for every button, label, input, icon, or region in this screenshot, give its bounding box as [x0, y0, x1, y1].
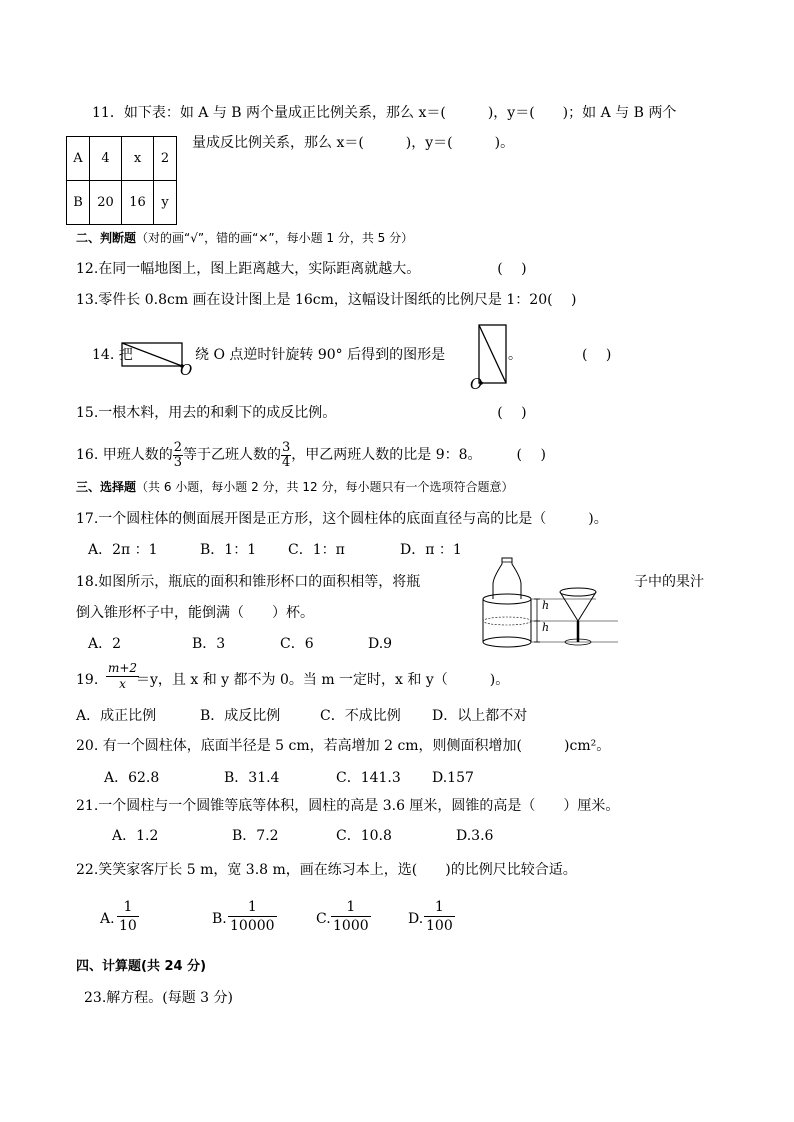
fraction-denominator: 100 — [426, 918, 453, 934]
q18-h-label-2: h — [542, 621, 550, 634]
fraction-numerator: m+2 — [108, 661, 138, 675]
table-cell: 16 — [122, 181, 154, 225]
fraction-denominator: 10 — [119, 918, 137, 934]
q19-num: 19. — [76, 672, 99, 688]
q14-o-label-2: O — [470, 375, 483, 393]
q12: 12.在同一幅地图上，图上距离越大，实际距离就越大。 ( ) — [76, 261, 527, 277]
table-cell: 20 — [90, 181, 122, 225]
q19-option-b: B．成反比例 — [200, 708, 281, 724]
q20-option-a: A．62.8 — [104, 770, 160, 786]
fraction-numerator: 3 — [282, 439, 291, 455]
section4-title: 四、计算题(共 24 分) — [76, 959, 207, 974]
q18-line1a: 18.如图所示，瓶底的面积和锥形杯口的面积相等，将瓶 — [76, 574, 421, 590]
q22-option-b-label: B. — [212, 911, 227, 927]
q21-option-a: A．1.2 — [112, 828, 159, 844]
q18-option-d: D.9 — [368, 636, 393, 652]
q17-stem: 17.一个圆柱体的侧面展开图是正方形，这个圆柱体的底面直径与高的比是（ )。 — [76, 511, 608, 527]
q22-option-a-label: A. — [100, 911, 115, 927]
q16-text-1: 16. 甲班人数的 — [76, 447, 173, 463]
table-cell: y — [154, 181, 177, 225]
q18-option-a: A．2 — [88, 636, 122, 652]
section3-note: （共 6 小题，每小题 2 分，共 12 分，每小题只有一个选项符合题意） — [136, 480, 514, 494]
table-cell: B — [67, 181, 90, 225]
q22-stem: 22.笑笑家客厅长 5 m，宽 3.8 m，画在练习本上，选( )的比例尺比较合适。 — [76, 862, 577, 878]
table-cell: A — [67, 137, 90, 181]
q22-option-d-fraction — [424, 898, 455, 935]
q18-option-c: C．6 — [280, 636, 314, 652]
q21-option-b: B．7.2 — [232, 828, 279, 844]
q20-option-d: D.157 — [432, 770, 474, 786]
section4-heading — [76, 957, 206, 977]
q18-option-b: B．3 — [192, 636, 226, 652]
fraction-numerator: 1 — [117, 898, 139, 917]
table-cell: 4 — [90, 137, 122, 181]
q19-rest: ＝y，且 x 和 y 都不为 0。当 m 一定时，x 和 y（ )。 — [136, 672, 510, 688]
q21-option-d: D.3.6 — [456, 828, 494, 844]
table-cell: x — [122, 137, 154, 181]
section2-heading — [76, 228, 413, 248]
fraction-2-3 — [173, 441, 183, 470]
q17-option-a: A．2π ：1 — [88, 542, 158, 558]
fraction-denominator: x — [119, 677, 126, 691]
q22-option-c-fraction — [331, 898, 371, 935]
fraction-numerator: 1 — [424, 898, 455, 917]
q20-option-b: B．31.4 — [224, 770, 280, 786]
fraction-numerator: 1 — [228, 898, 277, 917]
fraction-numerator: 2 — [173, 439, 182, 455]
q21-stem: 21.一个圆柱与一个圆锥等底等体积，圆柱的高是 3.6 厘米，圆锥的高是（ ）厘米。 — [76, 798, 620, 814]
fraction-denominator: 10000 — [230, 918, 275, 934]
q19-fraction — [106, 661, 139, 692]
q11-line2: 量成反比例关系，那么 x＝( )，y＝( )。 — [192, 135, 515, 151]
fraction-denominator: 4 — [282, 454, 291, 470]
q14-prefix: 14. 把 — [92, 347, 133, 363]
q14-middle: 绕 O 点逆时针旋转 90° 后得到的图形是 — [195, 347, 446, 363]
q11-table — [66, 136, 177, 225]
q22-option-c-label: C. — [316, 911, 331, 927]
q14-o-label-1: O — [180, 361, 193, 379]
fraction-denominator: 1000 — [333, 918, 369, 934]
q17-option-d: D．π ：1 — [400, 542, 462, 558]
table-row — [67, 181, 177, 225]
q21-option-c: C．10.8 — [336, 828, 392, 844]
q14-end: 。 — [508, 347, 522, 363]
q18-h-label-1: h — [542, 599, 550, 612]
fraction-3-4 — [281, 441, 291, 470]
q18-line1b: 子中的果汁 — [634, 574, 704, 590]
q16 — [76, 438, 546, 472]
q14-paren: ( ) — [582, 347, 612, 363]
q15: 15.一根木料，用去的和剩下的成反比例。 ( ) — [76, 405, 527, 421]
section3-heading — [76, 477, 513, 497]
q20-stem: 20. 有一个圆柱体，底面半径是 5 cm，若高增加 2 cm，则侧面积增加( )cm²。 — [76, 738, 611, 754]
table-cell: 2 — [154, 137, 177, 181]
q22-option-a-fraction — [117, 898, 139, 935]
section3-title: 三、选择题 — [76, 480, 137, 494]
q17-option-b: B．1：1 — [200, 542, 257, 558]
q23: 23.解方程。(每题 3 分) — [84, 990, 233, 1006]
q16-text-3: ，甲乙两班人数的比是 9：8。 ( ) — [291, 447, 546, 463]
q22-option-d-label: D. — [408, 911, 424, 927]
section2-title: 二、判断题 — [76, 231, 137, 245]
q19-option-a: A．成正比例 — [76, 708, 157, 724]
section2-note: （对的画“√”，错的画“×”，每小题 1 分，共 5 分） — [136, 231, 414, 245]
table-row — [67, 137, 177, 181]
fraction-denominator: 3 — [173, 454, 182, 470]
q11-line1: 11．如下表：如 A 与 B 两个量成正比例关系，那么 x＝( )，y＝( )；如 A 与 B 两个 — [92, 105, 677, 121]
q22-option-b-fraction — [228, 898, 277, 935]
q17-option-c: C．1：π — [288, 542, 345, 558]
q18-line2: 倒入锥形杯子中，能倒满（ ）杯。 — [76, 605, 314, 621]
q19-option-d: D．以上都不对 — [432, 708, 528, 724]
q20-option-c: C．141.3 — [336, 770, 401, 786]
q19-option-c: C．不成比例 — [320, 708, 401, 724]
q16-text-2: 等于乙班人数的 — [183, 447, 281, 463]
fraction-numerator: 1 — [331, 898, 371, 917]
q13: 13.零件长 0.8cm 画在设计图上是 16cm，这幅设计图纸的比例尺是 1：20( ) — [76, 292, 577, 308]
